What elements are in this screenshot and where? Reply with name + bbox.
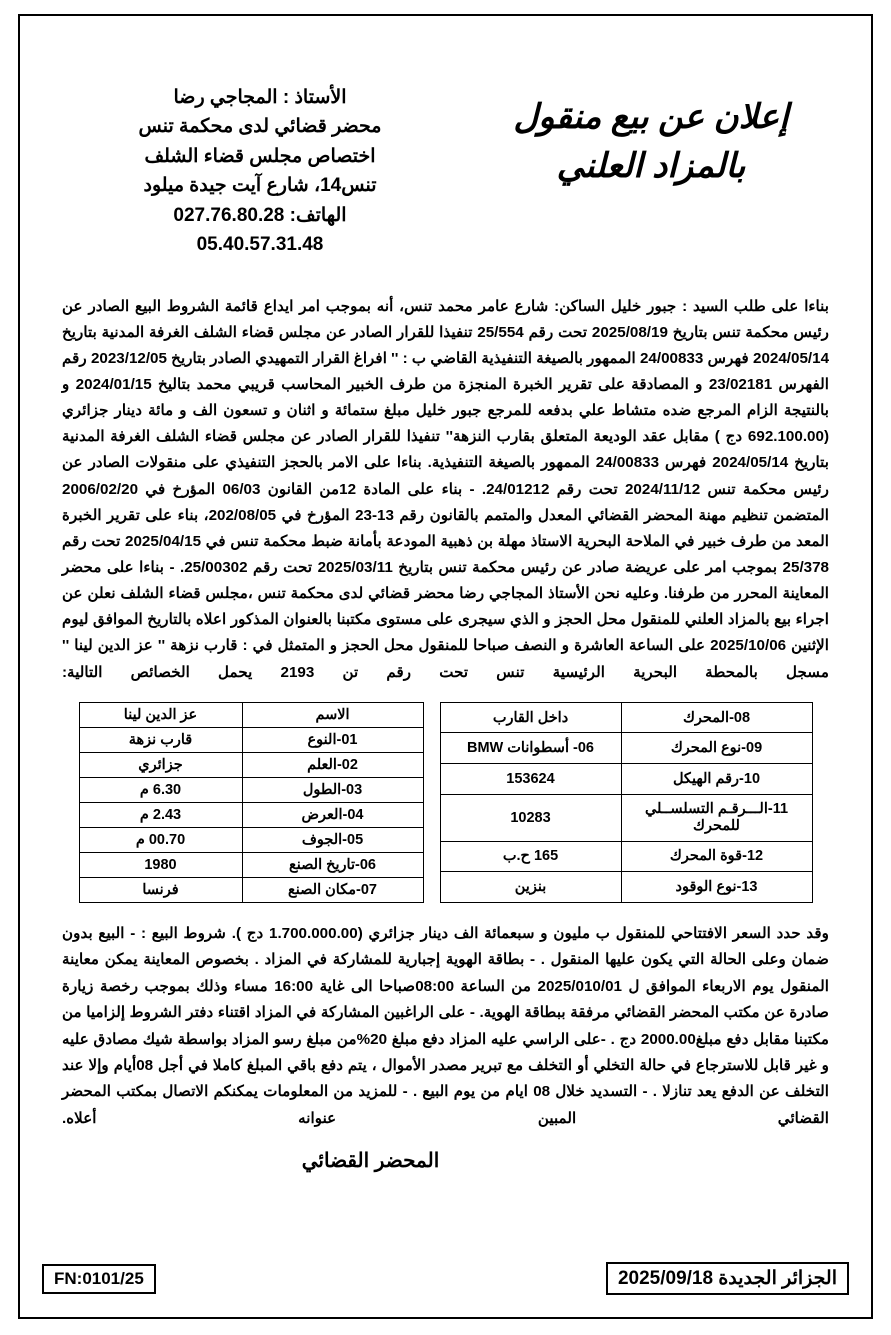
table-row: [440, 702, 812, 733]
boat-row-1-label: 02-العلم: [242, 752, 423, 777]
table-row: [79, 702, 423, 727]
bailiff-phone-1: الهاتف: 027.76.80.28: [173, 204, 347, 226]
table-row: [440, 733, 812, 764]
engine-header-value: داخل القارب: [440, 702, 621, 733]
bailiff-name: الأستاذ : المجاجي رضا: [173, 87, 347, 108]
footer-place-date: الجزائر الجديدة 2025/09/18: [606, 1262, 849, 1295]
bailiff-phone-2: 05.40.57.31.48: [196, 234, 324, 256]
sale-conditions: [62, 921, 829, 1133]
table-row: [79, 727, 423, 752]
boat-row-2-value: 6.30 م: [79, 777, 242, 802]
announcement-title: [471, 71, 831, 192]
table-row: [79, 777, 423, 802]
page-inner: [32, 26, 859, 1307]
boat-row-6-value: فرنسا: [79, 877, 242, 902]
boat-row-4-value: 00.70 م: [79, 827, 242, 852]
engine-header-label: 08-المحرك: [621, 702, 812, 733]
bailiff-info: [60, 71, 460, 260]
engine-row-2-label: 11-الـــرقـم التسلســلي للمحرك: [621, 794, 812, 841]
engine-row-0-value: 06- أسطوانات BMW: [440, 733, 621, 764]
body-paragraph-text: بناءا على طلب السيد : جبور خليل الساكن: شارع عامر محمد تنس، أنه بموجب امر ايداع قائمة الشروط البيع الصادر عن رئيس محكمة تنس بتاريخ 2025/08/19 تحت رقم 25/554 تنفيذا للقرار الصادر عن مجلس قضاء الشلف الغرفة المدنية بتاريخ 2024/05/14 فهرس 24/00833 الممهور بالصيغة التنفيذية القاضي ب : '' افراغ القرار التمهيدي الصادر بتاريخ 2023/12/05 رقم الفهرس 23/02181 و المصادقة على تقرير الخبرة المنجزة من طرف الخبير المحاسب قريبي محمد بتاليخ 2024/01/15 و بالنتيجة الزام المرجع ضده متشاط علي بدفعه للمرجع جبور خليل مبلغ ستمائة و اثنان و تسعون الف و مائة دينار جزائري (692.100.00 دج ) مقابل عقد الوديعة المتعلق بقارب النزهة'' تنفيذا للقرار الصادر عن مجلس قضاء الشلف الغرفة المدنية بتاريخ 2024/05/14 فهرس 24/00833 الممهور بالصيغة التنفيذية. بناءا على الامر بالحجز التنفيذي على منقولات الصادر عن رئيس محكمة تنس 2024/11/12 تحت رقم 24/01212. - بناء على المادة 12من القانون 06/03 المؤرخ في 2006/02/20 المتضمن تنظيم مهنة المحضر القضائي المعدل والمتمم بالقانون رقم 13-23 المؤرخ في 202/08/05، بناء على تقرير الخبرة المعد من طرف خبير في الملاحة البحرية الاستاذ مهلة بن ذهبية المودعة بأمانة ضبط محكمة تنس في 2025/04/15 تحت رقم 25/378 بموجب امر على عريضة صادر عن رئيس محكمة تنس بتاريخ 2025/03/11 تحت رقم 25/00302. - بناءا على محضر المعاينة المحرر من طرفنا. وعليه نحن الأستاذ المجاجي رضا محضر قضائي لدى محكمة تنس ،مجلس قضاء الشلف نعلن عن اجراء بيع بالمزاد العلني للمنقول محل الحجز و الذي سيجرى على مستوى مكتبنا بالعنوان المذكور اعلاه بالتاريخ الموافق ليوم الإثنين 2025/10/06 على الساعة العاشرة و النصف صباحا للمنقول محل الحجز و المتمثل في : قارب نزهة '' عز الدين لينا '' مسجل بالمحطة البحرية الرئيسية تنس تحت رقم تن 2193 يحمل الخصائص التالية:: [62, 297, 830, 681]
table-row: [79, 877, 423, 902]
signature-label: المحضر القضائي: [301, 1149, 440, 1172]
document-footer: [32, 1262, 859, 1295]
boat-row-3-label: 04-العرض: [242, 802, 423, 827]
footer-reference: FN:0101/25: [42, 1264, 156, 1294]
engine-row-3-label: 12-قوة المحرك: [621, 841, 812, 872]
engine-row-1-value: 153624: [440, 763, 621, 794]
bailiff-address: تنس14، شارع آيت جيدة ميلود: [143, 175, 377, 197]
boat-row-1-value: جزائري: [79, 752, 242, 777]
boat-row-3-value: 2.43 م: [79, 802, 242, 827]
engine-row-3-value: 165 ح.ب: [440, 841, 621, 872]
sale-conditions-text: وقد حدد السعر الافتتاحي للمنقول ب مليون و سبعمائة الف دينار جزائري (1.700.000.00 دج ). شروط البيع : - البيع بدون ضمان وعلى الحالة التي يكون عليها المنقول . - بطاقة الهوية إجبارية للمشاركة في المزاد . بخصوص المعاينة يمكن معاينة المنقول يوم الاربعاء الموافق ل 2025/010/01 من الساعة 08:00صباحا الى غاية 16:00 مساء وذلك بموجب رخصة زيارة صادرة عن مكتب المحضر القضائي مرفقة ببطاقة الهوية. - على الراغبين المشاركة في المزاد اقتناء دفتر الشروط إلزاميا من مكتبنا مقابل دفع مبلغ2000.00 دج . -على الراسي عليه المزاد دفع مبلغ 20%من مبلغ رسو المزاد بواسطة شيك مصادق عليه و غير قابل للاسترجاع في حالة التخلي أو التخلف مع تبرير مصدر الأموال ، يتم دفع باقي المبلغ كاملا في أجل 08أيام وإلا عند التخلف عن الدفع يعد تنازلا . - التسديد خلال 08 ايام من يوم البيع . - للمزيد من المعلومات يمكنكم الاتصال بمكتب المحضر القضائي المبين عنوانه أعلاه.: [62, 924, 830, 1127]
boat-header-value: عز الدين لينا: [79, 702, 242, 727]
table-row: [79, 802, 423, 827]
engine-row-4-label: 13-نوع الوقود: [621, 872, 812, 903]
boat-row-4-label: 05-الجوف: [242, 827, 423, 852]
body-paragraph: [62, 294, 829, 686]
engine-row-0-label: 09-نوع المحرك: [621, 733, 812, 764]
engine-row-4-value: بنزين: [440, 872, 621, 903]
boat-specs-table: [79, 702, 424, 903]
engine-row-1-label: 10-رقم الهيكل: [621, 763, 812, 794]
document-page: [18, 14, 873, 1319]
table-row: [440, 794, 812, 841]
specs-tables: [62, 702, 829, 903]
table-row: [440, 841, 812, 872]
boat-row-5-label: 06-تاريخ الصنع: [242, 852, 423, 877]
boat-row-2-label: 03-الطول: [242, 777, 423, 802]
engine-specs-table: [440, 702, 813, 903]
document-header: [32, 26, 859, 260]
bailiff-jurisdiction: اختصاص مجلس قضاء الشلف: [144, 145, 376, 167]
boat-row-6-label: 07-مكان الصنع: [242, 877, 423, 902]
boat-header-label: الاسم: [242, 702, 423, 727]
table-row: [79, 827, 423, 852]
table-row: [79, 852, 423, 877]
boat-row-0-label: 01-النوع: [242, 727, 423, 752]
bailiff-role: محضر قضائي لدى محكمة تنس: [138, 116, 382, 138]
table-row: [440, 763, 812, 794]
boat-row-0-value: قارب نزهة: [79, 727, 242, 752]
table-row: [440, 872, 812, 903]
engine-row-2-value: 10283: [440, 794, 621, 841]
announcement-title-line2: بالمزاد العلني: [556, 147, 746, 186]
table-row: [79, 752, 423, 777]
announcement-title-line1: إعلان عن بيع منقول: [513, 98, 789, 136]
boat-row-5-value: 1980: [79, 852, 242, 877]
